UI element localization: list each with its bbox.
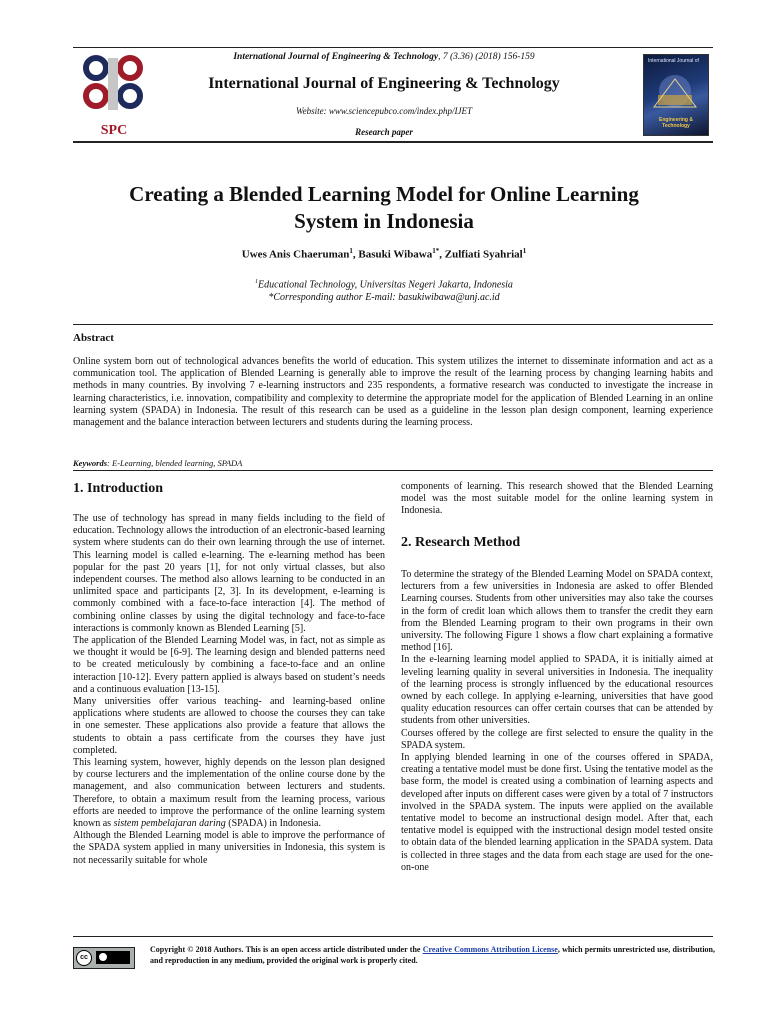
paragraph: In applying blended learning in one of the courses offered in SPADA, creating a tentative model must be done first. Using the tentative model as the base form, the model is created using a combination of learning aspects and developed after inputs on different cases were given by a total of 7 instructors involved in the SPADA system. The inputs were applied on the available tentative model to become an instructional design model. After that, each tentative model is equipped with the instructional design model tested onsite to obtain data of the blended learning application in the SPADA system. Data is collected in three stages and the data from each stage are used for the one-on-one [401, 752, 713, 873]
affiliation: $^1$Educational Technology, Universitas Negeri Jakarta, Indonesia *Corresponding author E-mail: basukiwibawa@unj.ac.id [0, 276, 768, 304]
logo-text: SPC [100, 123, 128, 138]
copyright-notice: Copyright © 2018 Authors. This is an open access article distributed under the Creative Commons Attribution License, which permits unrestricted use, distribution, and reproduction in any medium, provided the original work is properly cited. [150, 945, 715, 965]
journal-citation: International Journal of Engineering & Technology, 7 (3.36) (2018) 156-159 [233, 52, 535, 62]
keywords: Keywords: E-Learning, blended learning, SPADA [73, 458, 243, 468]
cc-icon: cc [76, 950, 92, 966]
journal-website[interactable]: Website: www.sciencepubco.com/index.php/IJET [296, 106, 472, 116]
paragraph: Courses offered by the college are first selected to ensure the quality in the SPADA system. [401, 727, 713, 751]
abstract-heading: Abstract [73, 332, 114, 344]
paragraph: This learning system, however, highly depends on the lesson plan designed by course lecturers and the implementation of the online course done by the management, and also communication between lecturers and students. Therefore, to obtain a maximum result from the learning process, various efforts are needed to improve the performance of the online learning system known as sistem pembelajaran daring (SPADA) in Indonesia. [73, 757, 385, 830]
author-list: Uwes Anis Chaeruman$^1$, Basuki Wibawa$^{1*}$, Zulfiati Syahrial$^1$ [241, 247, 527, 261]
paragraph: components of learning. This research showed that the Blended Learning model was the most suitable model for the online learning system in Indonesia. [401, 481, 713, 517]
author-1: Uwes Anis Chaeruman [241, 248, 350, 261]
paragraph: In the e-learning learning model applied to SPADA, it is initially aimed at leveling learning quality in several universities in Indonesia. The inequality of the learning process is strongly influenced by the educational resources owned by each college. In applying e-learning, universities that have good quality education resources can offer certain courses that can be attended by students from other universities. [401, 654, 713, 727]
by-icon [96, 951, 130, 964]
journal-name: International Journal of Engineering & Technology [208, 75, 560, 92]
paper-title [90, 181, 678, 235]
keywords-rule [73, 470, 713, 471]
section-1-heading: 1. Introduction [73, 481, 163, 496]
paragraph: The use of technology has spread in many fields including to the field of education. Technology allows the introduction of an electronic-based learning system where students can do their own learning through the use of internet. This learning model is called e-learning. The e-learning method has been popular for the past 20 years [1], for not only virtual classes, but also independent courses. The method also allows learning to be conducted in an unlimited space and participants [2, 3]. In its development, e-learning is commonly combined with a face-to-face interaction [4]. The method of combining online classes by using the digital technology and face-to-face interactions is commonly known as Blended Learning [5]. [73, 513, 385, 634]
author-3: Zulfiati Syahrial [444, 248, 523, 261]
paragraph: Many universities offer various teaching- and learning-based online applications where students are allowed to choose the courses they can take in one semester. These applications also provide a feature that allows the students to obtain a pass certificate from the courses they have just completed. [73, 696, 385, 756]
header-bottom-rule [73, 141, 713, 143]
footer-rule [73, 936, 713, 937]
abstract-top-rule [73, 324, 713, 325]
paragraph: Although the Blended Learning model is able to improve the performance of the SPADA system applied in many universities in Indonesia, this system is not necessarily suitable for whole [73, 830, 385, 866]
cc-license-badge[interactable] [73, 947, 135, 969]
cover-title: Engineering & Technology [659, 117, 693, 129]
column-right-top [401, 481, 713, 518]
paragraph: To determine the strategy of the Blended Learning Model on SPADA context, lecturers from a few universities in Indonesia are asked to offer Blended Learning courses. Students from other universities may also take the courses in the form of credit loan which allows them to transfer the credit they earn from the Blended Learning program to their own programs in their own university. The following Figure 1 shows a flow chart explaining a formative method [16]. [401, 569, 713, 654]
spc-logo [78, 54, 150, 138]
license-link[interactable]: Creative Commons Attribution License [422, 945, 558, 954]
paper-type: Research paper [355, 127, 413, 137]
column-left [73, 513, 385, 867]
abstract-text: Online system born out of technological advances benefits the world of education. This system utilizes the internet to disseminate information and act as a communication tool. The application of Blended Learning is generally able to improve the result of the learning process by changing learning habits and methods in many countries. By involving 7 e-learning instructors and 235 respondents, a formative research was conducted to investigate the increase in learning characteristics, i.e. innovation, compatibility and complexity to determine the appropriate model for the application of Blended Learning in an online learning system (SPADA) in Indonesia. The result of this research can be used as a guideline in the lesson plan design component, learning experience management and the balance interaction between lecturers and students during the learning process. [73, 356, 713, 429]
cover-top-text: International Journal of [648, 58, 699, 64]
journal-cover-image [643, 54, 709, 136]
title-line-1: Creating a Blended Learning Model for Online Learning [129, 182, 639, 206]
corresponding-author: *Corresponding author E-mail: basukiwibawa@unj.ac.id [268, 292, 500, 304]
header-top-rule [73, 47, 713, 48]
title-line-2: System in Indonesia [294, 209, 474, 233]
column-right [401, 569, 713, 874]
section-2-heading: 2. Research Method [401, 535, 521, 550]
paragraph: The application of the Blended Learning Model was, in fact, not as simple as we thought it would be [6-9]. The learning design and blended patterns need to be created meticulously by combining a face-to-face and an online interaction [10-12]. Every pattern applied is always based on student’s needs and a continuous evaluation [13-15]. [73, 635, 385, 695]
affiliation-line-1: Educational Technology, Universitas Negeri Jakarta, Indonesia [258, 279, 513, 291]
author-2: Basuki Wibawa [358, 248, 433, 261]
